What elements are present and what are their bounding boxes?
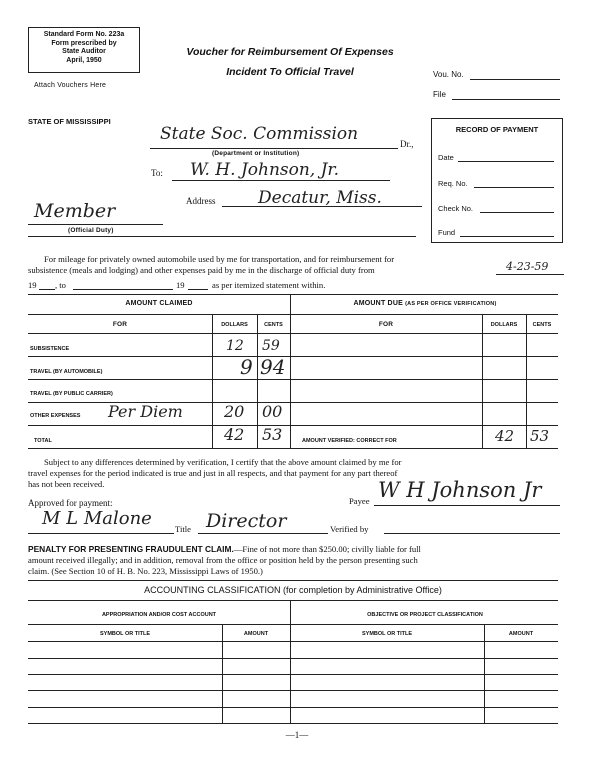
record-of-payment-title: RECORD OF PAYMENT <box>455 125 539 134</box>
form-title-line1: Voucher for Reimbursement Of Expenses <box>186 46 394 58</box>
mileage-from-value: 4-23-59 <box>506 260 549 273</box>
row-divider <box>28 379 558 380</box>
due-col-dollars: DOLLARS <box>490 322 518 328</box>
amount-verified-cents[interactable]: 53 <box>530 427 550 445</box>
accounting-header-rule <box>28 624 558 625</box>
row-other-label: OTHER EXPENSES <box>30 413 81 419</box>
header-divider <box>28 236 416 237</box>
voucher-number-field[interactable] <box>470 79 560 80</box>
record-date-label: Date <box>438 153 454 162</box>
accounting-left-amount: AMOUNT <box>243 631 269 637</box>
approver-signature: M L Malone <box>42 508 152 529</box>
accounting-left-symbol: SYMBOL OR TITLE <box>99 631 150 637</box>
department-caption: (Department or Institution) <box>212 150 300 157</box>
accounting-right-amount: AMOUNT <box>508 631 534 637</box>
accounting-title: ACCOUNTING CLASSIFICATION (for completion by Administrative Office) <box>144 585 442 595</box>
amount-due-note: (AS PER OFFICE VERIFICATION) <box>405 301 497 307</box>
row-total-cents: 53 <box>262 425 283 444</box>
record-fund-field[interactable] <box>460 236 554 237</box>
row-total-label: TOTAL <box>34 438 52 444</box>
mileage-text-line2: subsistence (meals and lodging) and other expenses paid by me in the discharge of official duty from <box>28 265 375 275</box>
row-other-description[interactable]: Per Diem <box>108 402 183 421</box>
amount-due-title: AMOUNT DUE <box>353 300 403 307</box>
mileage-text-line1: For mileage for privately owned automobile used by me for transportation, and for reimbursement for <box>44 254 395 264</box>
approved-label: Approved for payment: <box>28 498 113 508</box>
payee-field[interactable] <box>374 505 560 506</box>
claimed-col-dollars: DOLLARS <box>221 322 248 328</box>
mileage-from-field[interactable] <box>496 274 564 275</box>
mileage-to-label: , to <box>55 280 66 290</box>
table-colhead-divider <box>28 333 558 334</box>
row-other-cents[interactable]: 00 <box>262 402 283 421</box>
record-req-label: Req. No. <box>438 179 468 188</box>
claimed-col-for: FOR <box>112 321 128 328</box>
official-duty-field[interactable] <box>28 224 163 225</box>
to-value: W. H. Johnson, Jr. <box>190 160 340 180</box>
col-divider <box>482 314 483 449</box>
form-number-line4: April, 1950 <box>66 56 102 64</box>
record-check-field[interactable] <box>480 212 554 213</box>
address-field[interactable] <box>222 206 422 207</box>
row-subsistence-cents[interactable]: 59 <box>262 338 280 354</box>
mileage-year2-field[interactable] <box>188 289 208 290</box>
to-label: To: <box>151 168 163 178</box>
accounting-bottom-rule <box>28 723 558 724</box>
official-duty-caption: (Official Duty) <box>68 227 114 234</box>
record-fund-label: Fund <box>438 228 456 237</box>
form-number-line2: Form prescribed by <box>51 39 117 47</box>
claimed-col-cents: CENTS <box>264 322 283 328</box>
form-title-line2: Incident To Official Travel <box>226 66 354 78</box>
col-divider <box>257 314 258 449</box>
approver-title-value: Director <box>206 510 287 532</box>
row-divider <box>28 356 558 357</box>
form-number-box <box>28 27 140 73</box>
penalty-text1: —Fine of not more than $250.00; civilly liable for full <box>233 544 421 554</box>
penalty-line1 <box>28 544 421 554</box>
file-label: File <box>433 90 446 99</box>
accounting-row[interactable] <box>28 674 558 675</box>
row-automobile-dollars[interactable]: 9 <box>240 355 253 379</box>
department-value: State Soc. Commission <box>160 124 359 144</box>
verified-by-field[interactable] <box>384 533 560 534</box>
row-automobile-cents[interactable]: 94 <box>260 355 286 379</box>
amount-claimed-header: AMOUNT CLAIMED <box>125 300 193 307</box>
row-other-dollars[interactable]: 20 <box>224 402 245 421</box>
payee-signature: W H Johnson Jr <box>378 478 542 502</box>
due-col-cents: CENTS <box>532 322 552 328</box>
mileage-statement-text: as per itemized statement within. <box>212 280 326 290</box>
accounting-title-rule <box>28 600 558 601</box>
mileage-year2-label: 19 <box>176 280 185 290</box>
due-col-for: FOR <box>378 321 394 328</box>
address-value: Decatur, Miss. <box>258 188 382 208</box>
accounting-colhead-rule <box>28 641 558 642</box>
row-subsistence-label: SUBSISTENCE <box>30 346 70 352</box>
voucher-number-label: Vou. No. <box>433 70 464 79</box>
approver-title-label: Title <box>175 524 191 534</box>
state-label: STATE OF MISSISSIPPI <box>28 117 111 126</box>
attach-vouchers-label: Attach Vouchers Here <box>34 82 107 89</box>
table-header-divider <box>28 314 558 315</box>
amount-verified-dollars[interactable]: 42 <box>495 427 515 445</box>
page-number: —1— <box>285 730 309 740</box>
record-req-field[interactable] <box>474 187 554 188</box>
penalty-heading: PENALTY FOR PRESENTING FRAUDULENT CLAIM. <box>28 544 234 554</box>
certify-line3: has not been received. <box>28 479 105 489</box>
amount-verified-label: AMOUNT VERIFIED: CORRECT FOR <box>302 438 397 444</box>
accounting-col-divider <box>290 600 291 724</box>
to-field[interactable] <box>172 180 390 181</box>
department-field[interactable] <box>150 148 398 149</box>
payee-label: Payee <box>349 496 370 506</box>
file-field[interactable] <box>452 99 560 100</box>
amount-due-header <box>292 300 558 307</box>
approver-field[interactable] <box>28 533 174 534</box>
accounting-row[interactable] <box>28 707 558 708</box>
accounting-top-rule <box>28 580 558 581</box>
col-divider <box>212 314 213 449</box>
certify-line2: travel expenses for the period indicated is true and just in all respects, and that payment for any part thereof <box>28 468 398 478</box>
accounting-right-header: OBJECTIVE OR PROJECT CLASSIFICATION <box>367 612 483 618</box>
penalty-line2: amount received illegally; and in addition, removal from the office or position held by the person presenting such <box>28 555 418 565</box>
address-label: Address <box>186 196 216 206</box>
form-number-line1: Standard Form No. 223a <box>43 31 125 38</box>
row-subsistence-dollars[interactable]: 12 <box>226 338 244 354</box>
mileage-year1-field[interactable] <box>39 289 55 290</box>
row-total-dollars: 42 <box>224 425 245 444</box>
certify-line1: Subject to any differences determined by verification, I certify that the above amount claimed by me for <box>44 457 402 467</box>
col-divider <box>526 314 527 449</box>
form-number-line3: State Auditor <box>62 48 106 55</box>
mileage-to-field[interactable] <box>73 289 173 290</box>
approver-title-field[interactable] <box>198 533 328 534</box>
penalty-line3: claim. (See Section 10 of H. B. No. 223, Mississippi Laws of 1950.) <box>28 566 263 576</box>
accounting-right-symbol: SYMBOL OR TITLE <box>361 631 412 637</box>
row-public-carrier-label: TRAVEL (BY PUBLIC CARRIER) <box>30 391 113 397</box>
official-duty-value: Member <box>34 200 116 222</box>
row-automobile-label: TRAVEL (BY AUTOMOBILE) <box>30 369 103 375</box>
mileage-year1-label: 19 <box>28 280 37 290</box>
accounting-row[interactable] <box>28 658 558 659</box>
accounting-left-header: APPROPRIATION AND/OR COST ACCOUNT <box>101 612 217 618</box>
department-suffix: Dr., <box>400 139 414 149</box>
accounting-row[interactable] <box>28 690 558 691</box>
record-check-label: Check No. <box>438 204 474 213</box>
verified-by-label: Verified by <box>330 524 369 534</box>
row-divider <box>28 425 558 426</box>
record-date-field[interactable] <box>458 161 554 162</box>
